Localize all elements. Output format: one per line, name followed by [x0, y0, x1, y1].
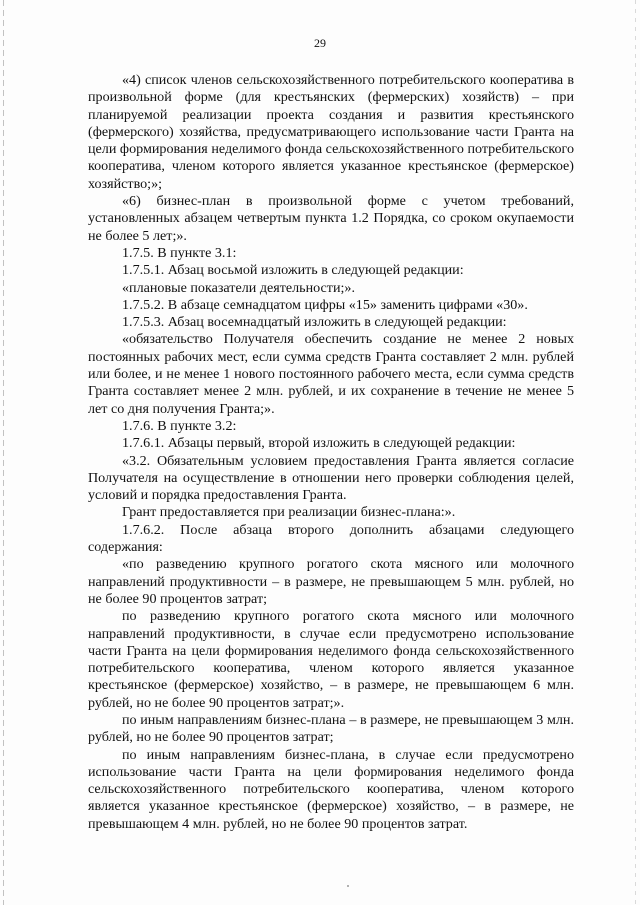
paragraph-jobs-obligation: «обязательство Получателя обеспечить создание не менее 2 новых постоянных рабочих мест, если сумма средств Гранта составляет 2 млн. рублей или более, и не менее 1 нового постоянного рабочего места, если сумма средств Гранта составляет менее 2 млн. рублей, и их сохранение в течение не менее 5 лет со дня получения Гранта;».: [88, 331, 574, 417]
paragraph-cattle-5mln: «по разведению крупного рогатого скота мясного или молочного направлений продуктивности – в размере, не превышающем 5 млн. рублей, но не более 90 процентов затрат;: [88, 556, 574, 607]
paragraph-other-3mln: по иным направлениям бизнес-плана – в размере, не превышающем 3 млн. рублей, но не более 90 процентов затрат;: [88, 711, 574, 746]
paragraph-1-7-5-3: 1.7.5.3. Абзац восемнадцатый изложить в следующей редакции:: [122, 314, 507, 331]
paragraph-1-7-5-2: 1.7.5.2. В абзаце семнадцатом цифры «15» заменить цифрами «30».: [122, 296, 528, 313]
scan-speck: [347, 885, 349, 887]
paragraph-1-7-6: 1.7.6. В пункте 3.2:: [122, 417, 237, 434]
page-number: 29: [314, 36, 326, 50]
paragraph-grant-provided: Грант предоставляется при реализации бизнес-плана:».: [122, 504, 456, 521]
paragraph-planned-indicators: «плановые показатели деятельности;».: [122, 279, 355, 296]
paragraph-1-7-6-2: 1.7.6.2. После абзаца второго дополнить абзацами следующего содержания:: [88, 521, 574, 556]
scan-edge-right: [635, 0, 636, 905]
document-body: [88, 72, 574, 833]
scan-edge-left: [3, 0, 4, 905]
paragraph-3-2-condition: «3.2. Обязательным условием предоставления Гранта является согласие Получателя на осуществление в отношении него проверки соблюдения целей, условий и порядка предоставления Гранта.: [88, 452, 574, 504]
paragraph-item-4-members-list: «4) список членов сельскохозяйственного потребительского кооператива в произвольной форме (для крестьянских (фермерских) хозяйств) – при планируемой реализации проекта создания и развития крестьянского (фермерского) хозяйства, предусматривающего использование части Гранта на цели формирования неделимого фонда сельскохозяйственного потребительского кооператива, членом которого является указанное крестьянское (фермерское) хозяйство;»;: [88, 72, 574, 192]
paragraph-cattle-6mln: по разведению крупного рогатого скота мясного или молочного направлений продуктивности, в случае если предусмотрено использование части Гранта на цели формирования неделимого фонда сельскохозяйственного потребительского кооператива, членом которого является указанное крестьянское (фермерское) хозяйство, – в размере, не превышающем 6 млн. рублей, но не более 90 процентов затрат;».: [88, 608, 574, 711]
paragraph-1-7-5: 1.7.5. В пункте 3.1:: [122, 244, 237, 261]
paragraph-1-7-5-1: 1.7.5.1. Абзац восьмой изложить в следующей редакции:: [122, 262, 464, 279]
paragraph-other-4mln: по иным направлениям бизнес-плана, в случае если предусмотрено использование части Гранта на цели формирования неделимого фонда сельскохозяйственного потребительского кооператива, членом которого является указанное крестьянское (фермерское) хозяйство, – в размере, не превышающем 4 млн. рублей, но не более 90 процентов затрат.: [88, 746, 574, 832]
paragraph-1-7-6-1: 1.7.6.1. Абзацы первый, второй изложить в следующей редакции:: [122, 435, 516, 452]
paragraph-item-6-business-plan: «6) бизнес-план в произвольной форме с учетом требований, установленных абзацем четвертым пункта 1.2 Порядка, со сроком окупаемости не более 5 лет;».: [88, 193, 574, 244]
